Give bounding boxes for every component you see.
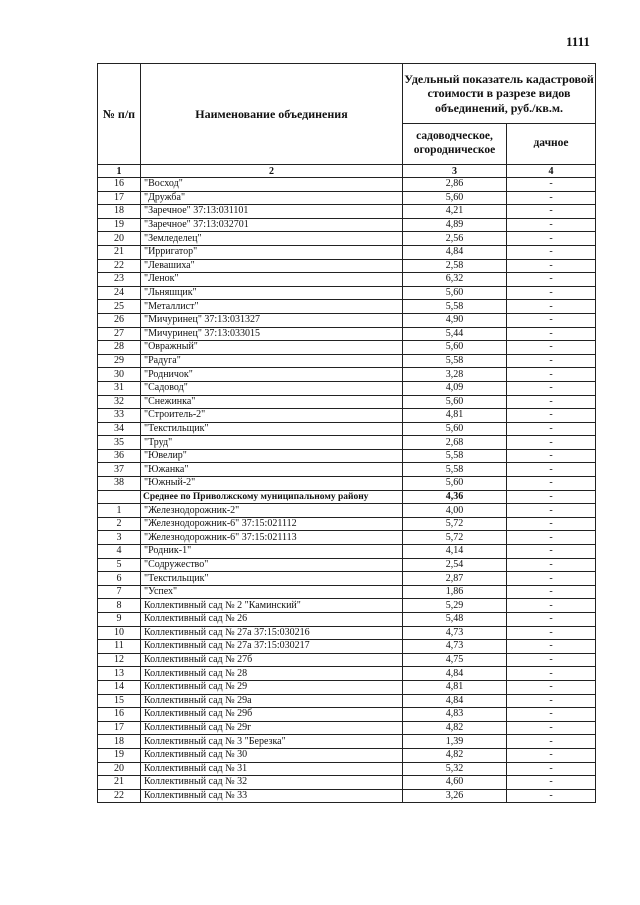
row-number: 4 <box>98 545 141 559</box>
row-dacha-value: - <box>507 313 596 327</box>
row-dacha-value: - <box>507 653 596 667</box>
header-number: № п/п <box>98 64 141 165</box>
row-name: Коллективный сад № 2 "Каминский" <box>141 599 403 613</box>
header-unit-value: Удельный показатель кадастровой стоимости в разрезе видов объединений, руб./кв.м. <box>403 64 596 124</box>
row-dacha-value: - <box>507 259 596 273</box>
header-index-1: 1 <box>98 165 141 178</box>
table-row <box>98 545 596 559</box>
row-name: "Родник-1" <box>141 545 403 559</box>
row-number: 18 <box>98 735 141 749</box>
table-row <box>98 748 596 762</box>
table-row <box>98 517 596 531</box>
row-gardening-value: 5,60 <box>403 395 507 409</box>
row-dacha-value: - <box>507 545 596 559</box>
row-gardening-value: 4,60 <box>403 776 507 790</box>
row-number: 38 <box>98 477 141 491</box>
table-row <box>98 463 596 477</box>
row-name: Коллективный сад № 29 <box>141 680 403 694</box>
row-number: 34 <box>98 422 141 436</box>
row-gardening-value: 6,32 <box>403 273 507 287</box>
row-name: Коллективный сад № 29г <box>141 721 403 735</box>
row-gardening-value: 5,72 <box>403 531 507 545</box>
row-dacha-value: - <box>507 531 596 545</box>
row-number: 36 <box>98 449 141 463</box>
row-number: 23 <box>98 273 141 287</box>
row-dacha-value: - <box>507 490 596 504</box>
row-number: 30 <box>98 368 141 382</box>
row-number <box>98 490 141 504</box>
row-gardening-value: 4,73 <box>403 640 507 654</box>
row-name: Коллективный сад № 28 <box>141 667 403 681</box>
table-body <box>98 178 596 803</box>
row-number: 1 <box>98 504 141 518</box>
row-name: "Ленок" <box>141 273 403 287</box>
row-name: Коллективный сад № 27б <box>141 653 403 667</box>
row-name: "Заречное" 37:13:032701 <box>141 218 403 232</box>
row-gardening-value: 5,60 <box>403 286 507 300</box>
row-gardening-value: 1,39 <box>403 735 507 749</box>
table-row <box>98 436 596 450</box>
table-row <box>98 477 596 491</box>
row-dacha-value: - <box>507 381 596 395</box>
table-row <box>98 395 596 409</box>
row-gardening-value: 5,58 <box>403 354 507 368</box>
row-dacha-value: - <box>507 572 596 586</box>
row-gardening-value: 2,58 <box>403 259 507 273</box>
header-gardening: садоводческое, огородническое <box>403 124 507 165</box>
row-name: "Снежинка" <box>141 395 403 409</box>
row-name: Коллективный сад № 33 <box>141 789 403 803</box>
row-gardening-value: 4,81 <box>403 409 507 423</box>
row-gardening-value: 4,09 <box>403 381 507 395</box>
table-row <box>98 735 596 749</box>
table-row <box>98 680 596 694</box>
table-row <box>98 341 596 355</box>
row-gardening-value: 4,82 <box>403 721 507 735</box>
row-gardening-value: 5,29 <box>403 599 507 613</box>
row-number: 32 <box>98 395 141 409</box>
row-name: "Льняшцик" <box>141 286 403 300</box>
row-dacha-value: - <box>507 708 596 722</box>
row-gardening-value: 5,60 <box>403 422 507 436</box>
row-gardening-value: 2,68 <box>403 436 507 450</box>
table-row <box>98 708 596 722</box>
row-dacha-value: - <box>507 395 596 409</box>
table-row <box>98 762 596 776</box>
row-name: "Южанка" <box>141 463 403 477</box>
row-dacha-value: - <box>507 517 596 531</box>
row-name: "Ирригатор" <box>141 245 403 259</box>
row-number: 15 <box>98 694 141 708</box>
row-gardening-value: 5,58 <box>403 463 507 477</box>
table-row <box>98 653 596 667</box>
row-dacha-value: - <box>507 789 596 803</box>
row-dacha-value: - <box>507 558 596 572</box>
row-dacha-value: - <box>507 776 596 790</box>
row-dacha-value: - <box>507 640 596 654</box>
row-number: 22 <box>98 789 141 803</box>
table-row <box>98 205 596 219</box>
row-number: 16 <box>98 178 141 192</box>
row-number: 22 <box>98 259 141 273</box>
row-gardening-value: 4,84 <box>403 667 507 681</box>
row-name: Коллективный сад № 26 <box>141 613 403 627</box>
row-gardening-value: 5,44 <box>403 327 507 341</box>
row-gardening-value: 2,56 <box>403 232 507 246</box>
row-number: 20 <box>98 232 141 246</box>
district-average-row <box>98 490 596 504</box>
row-name: "Заречное" 37:13:031101 <box>141 205 403 219</box>
row-gardening-value: 4,89 <box>403 218 507 232</box>
row-number: 29 <box>98 354 141 368</box>
row-dacha-value: - <box>507 613 596 627</box>
row-dacha-value: - <box>507 626 596 640</box>
row-gardening-value: 4,90 <box>403 313 507 327</box>
row-name: "Земледелец" <box>141 232 403 246</box>
row-number: 11 <box>98 640 141 654</box>
row-name: "Строитель-2" <box>141 409 403 423</box>
row-name: "Успех" <box>141 585 403 599</box>
row-name: "Содружество" <box>141 558 403 572</box>
table-row <box>98 409 596 423</box>
row-gardening-value: 3,28 <box>403 368 507 382</box>
row-dacha-value: - <box>507 354 596 368</box>
row-dacha-value: - <box>507 300 596 314</box>
row-gardening-value: 5,60 <box>403 477 507 491</box>
row-number: 33 <box>98 409 141 423</box>
row-gardening-value: 5,60 <box>403 341 507 355</box>
row-dacha-value: - <box>507 762 596 776</box>
row-number: 26 <box>98 313 141 327</box>
row-dacha-value: - <box>507 232 596 246</box>
row-gardening-value: 1,86 <box>403 585 507 599</box>
table-row <box>98 613 596 627</box>
header-index-3: 3 <box>403 165 507 178</box>
row-gardening-value: 4,84 <box>403 245 507 259</box>
row-name: "Мичуринец" 37:13:031327 <box>141 313 403 327</box>
row-dacha-value: - <box>507 449 596 463</box>
row-gardening-value: 4,36 <box>403 490 507 504</box>
row-dacha-value: - <box>507 286 596 300</box>
row-name: Коллективный сад № 32 <box>141 776 403 790</box>
row-dacha-value: - <box>507 436 596 450</box>
table-row <box>98 232 596 246</box>
row-dacha-value: - <box>507 205 596 219</box>
table-row <box>98 381 596 395</box>
row-dacha-value: - <box>507 218 596 232</box>
row-number: 25 <box>98 300 141 314</box>
row-number: 14 <box>98 680 141 694</box>
table-row <box>98 626 596 640</box>
row-dacha-value: - <box>507 599 596 613</box>
row-gardening-value: 5,58 <box>403 300 507 314</box>
row-number: 8 <box>98 599 141 613</box>
row-number: 6 <box>98 572 141 586</box>
row-number: 27 <box>98 327 141 341</box>
row-name: Коллективный сад № 3 "Березка" <box>141 735 403 749</box>
table-row <box>98 531 596 545</box>
table-row <box>98 218 596 232</box>
table-row <box>98 422 596 436</box>
row-number: 5 <box>98 558 141 572</box>
row-number: 13 <box>98 667 141 681</box>
table-row <box>98 354 596 368</box>
row-name: Коллективный сад № 30 <box>141 748 403 762</box>
row-gardening-value: 5,72 <box>403 517 507 531</box>
row-number: 10 <box>98 626 141 640</box>
row-dacha-value: - <box>507 178 596 192</box>
row-number: 28 <box>98 341 141 355</box>
row-name: Коллективный сад № 31 <box>141 762 403 776</box>
table-row <box>98 191 596 205</box>
header-index-4: 4 <box>507 165 596 178</box>
row-dacha-value: - <box>507 477 596 491</box>
row-number: 21 <box>98 776 141 790</box>
row-number: 24 <box>98 286 141 300</box>
page-number: 1111 <box>566 34 590 49</box>
table-row <box>98 776 596 790</box>
row-dacha-value: - <box>507 341 596 355</box>
table-row <box>98 585 596 599</box>
row-gardening-value: 5,58 <box>403 449 507 463</box>
row-dacha-value: - <box>507 327 596 341</box>
table-row <box>98 449 596 463</box>
table-row <box>98 504 596 518</box>
row-name: "Текстильщик" <box>141 422 403 436</box>
row-name: "Радуга" <box>141 354 403 368</box>
row-gardening-value: 4,14 <box>403 545 507 559</box>
row-number: 12 <box>98 653 141 667</box>
row-name: Коллективный сад № 29б <box>141 708 403 722</box>
row-gardening-value: 2,86 <box>403 178 507 192</box>
row-name: "Железнодорожник-6" 37:15:021113 <box>141 531 403 545</box>
row-gardening-value: 5,48 <box>403 613 507 627</box>
table-row <box>98 300 596 314</box>
row-dacha-value: - <box>507 735 596 749</box>
header-dacha: дачное <box>507 124 596 165</box>
table-row <box>98 327 596 341</box>
table-row <box>98 313 596 327</box>
row-number: 37 <box>98 463 141 477</box>
cadastral-value-table <box>97 63 596 803</box>
row-dacha-value: - <box>507 463 596 477</box>
row-name: "Железнодорожник-2" <box>141 504 403 518</box>
row-gardening-value: 4,75 <box>403 653 507 667</box>
row-gardening-value: 4,00 <box>403 504 507 518</box>
row-dacha-value: - <box>507 504 596 518</box>
row-gardening-value: 3,26 <box>403 789 507 803</box>
row-number: 20 <box>98 762 141 776</box>
row-dacha-value: - <box>507 721 596 735</box>
row-dacha-value: - <box>507 694 596 708</box>
row-gardening-value: 4,81 <box>403 680 507 694</box>
row-number: 2 <box>98 517 141 531</box>
row-number: 17 <box>98 191 141 205</box>
row-name: "Текстильщик" <box>141 572 403 586</box>
row-gardening-value: 4,82 <box>403 748 507 762</box>
row-name: "Труд" <box>141 436 403 450</box>
table-row <box>98 721 596 735</box>
row-dacha-value: - <box>507 191 596 205</box>
row-gardening-value: 5,32 <box>403 762 507 776</box>
row-dacha-value: - <box>507 368 596 382</box>
table-row <box>98 599 596 613</box>
row-name: "Дружба" <box>141 191 403 205</box>
table-row <box>98 667 596 681</box>
row-dacha-value: - <box>507 409 596 423</box>
row-dacha-value: - <box>507 585 596 599</box>
row-dacha-value: - <box>507 245 596 259</box>
row-number: 21 <box>98 245 141 259</box>
row-name: "Садовод" <box>141 381 403 395</box>
table-row <box>98 572 596 586</box>
header-index-2: 2 <box>141 165 403 178</box>
row-gardening-value: 4,83 <box>403 708 507 722</box>
row-dacha-value: - <box>507 748 596 762</box>
row-name: "Родничок" <box>141 368 403 382</box>
row-number: 7 <box>98 585 141 599</box>
row-name: Коллективный сад № 27а 37:15:030216 <box>141 626 403 640</box>
row-gardening-value: 2,54 <box>403 558 507 572</box>
table-row <box>98 694 596 708</box>
row-number: 16 <box>98 708 141 722</box>
row-name: "Металлист" <box>141 300 403 314</box>
row-number: 19 <box>98 218 141 232</box>
table-row <box>98 368 596 382</box>
row-name: "Овражный" <box>141 341 403 355</box>
table-row <box>98 286 596 300</box>
row-name: "Ювелир" <box>141 449 403 463</box>
row-gardening-value: 2,87 <box>403 572 507 586</box>
row-gardening-value: 4,21 <box>403 205 507 219</box>
table-row <box>98 558 596 572</box>
table-row <box>98 273 596 287</box>
row-number: 18 <box>98 205 141 219</box>
row-number: 17 <box>98 721 141 735</box>
row-name: Коллективный сад № 27а 37:15:030217 <box>141 640 403 654</box>
row-gardening-value: 4,84 <box>403 694 507 708</box>
row-dacha-value: - <box>507 273 596 287</box>
row-gardening-value: 4,73 <box>403 626 507 640</box>
row-number: 9 <box>98 613 141 627</box>
row-gardening-value: 5,60 <box>403 191 507 205</box>
header-name: Наименование объединения <box>141 64 403 165</box>
row-name: Среднее по Приволжскому муниципальному району <box>141 490 403 504</box>
row-number: 19 <box>98 748 141 762</box>
table-row <box>98 789 596 803</box>
row-number: 3 <box>98 531 141 545</box>
row-name: "Мичуринец" 37:13:033015 <box>141 327 403 341</box>
row-dacha-value: - <box>507 680 596 694</box>
row-name: "Левашиха" <box>141 259 403 273</box>
table-row <box>98 640 596 654</box>
table-row <box>98 259 596 273</box>
row-name: Коллективный сад № 29а <box>141 694 403 708</box>
row-name: "Южный-2" <box>141 477 403 491</box>
row-number: 35 <box>98 436 141 450</box>
row-name: "Железнодорожник-6" 37:15:021112 <box>141 517 403 531</box>
table-row <box>98 245 596 259</box>
row-number: 31 <box>98 381 141 395</box>
table-row <box>98 178 596 192</box>
row-dacha-value: - <box>507 667 596 681</box>
row-name: "Восход" <box>141 178 403 192</box>
row-dacha-value: - <box>507 422 596 436</box>
